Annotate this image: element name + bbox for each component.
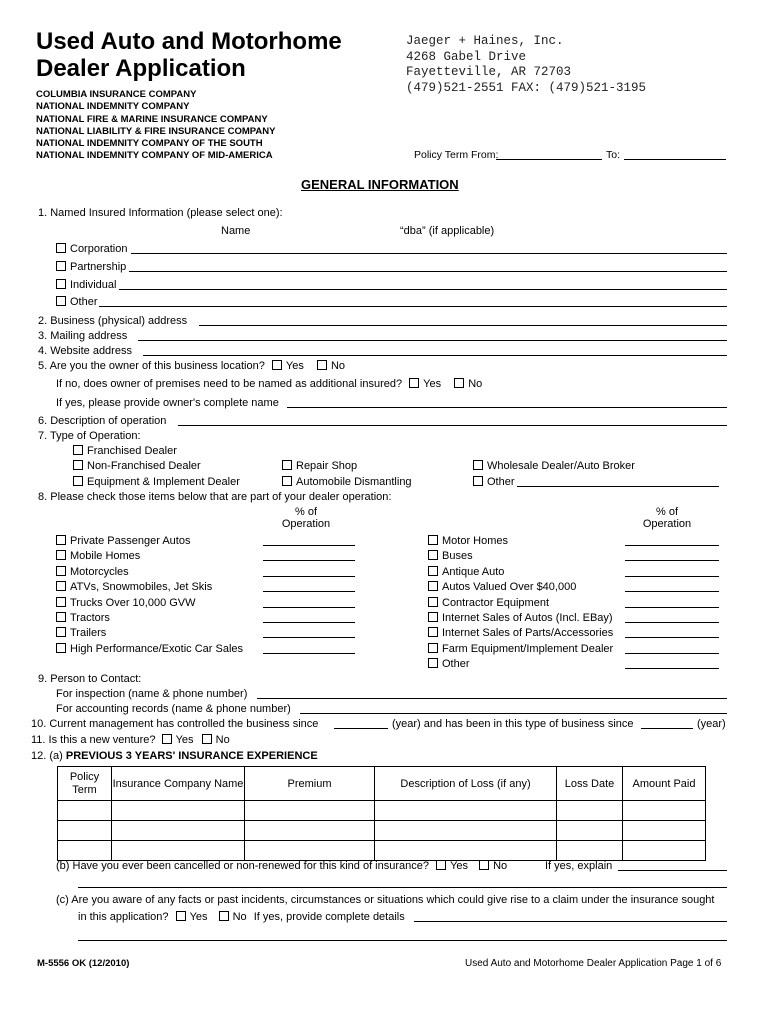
checkbox-icon — [73, 476, 83, 486]
company-list — [36, 89, 275, 163]
operation-item-checkbox[interactable]: Trucks Over 10,000 GVW — [56, 597, 196, 609]
operation-item-checkbox[interactable]: Antique Auto — [428, 566, 504, 578]
operation-percent-field[interactable] — [625, 637, 719, 638]
q10-label: 10. Current management has controlled the business since — [31, 718, 319, 730]
checkbox-icon — [428, 581, 438, 591]
operation-item-checkbox[interactable]: Trailers — [56, 627, 106, 639]
company-name: NATIONAL LIABILITY & FIRE INSURANCE COMPANY — [36, 125, 276, 137]
table-row[interactable] — [58, 841, 706, 861]
operation-percent-field[interactable] — [263, 637, 355, 638]
pct-header-left: % of Operation — [281, 506, 331, 530]
policy-term-to-label: To: — [606, 149, 621, 161]
inspection-contact-field[interactable] — [257, 698, 727, 699]
checkbox-icon — [56, 535, 66, 545]
checkbox-icon — [219, 911, 229, 921]
cancelled-no-checkbox[interactable]: No — [479, 860, 507, 872]
header-company-name: Insurance Company Name — [112, 767, 245, 801]
checkbox-icon — [56, 566, 66, 576]
operation-item-checkbox[interactable]: Contractor Equipment — [428, 597, 549, 609]
operation-percent-field[interactable] — [625, 576, 719, 577]
operation-item-checkbox[interactable]: Other — [428, 658, 470, 670]
company-name: NATIONAL FIRE & MARINE INSURANCE COMPANY — [36, 113, 268, 125]
operation-percent-field[interactable] — [625, 560, 719, 561]
header-premium: Premium — [245, 767, 375, 801]
checkbox-icon — [202, 734, 212, 744]
checkbox-icon — [56, 261, 66, 271]
operation-percent-field[interactable] — [263, 576, 355, 577]
checkbox-icon — [272, 360, 282, 370]
policy-term-to-field[interactable] — [624, 159, 726, 160]
form-title: Used Auto and Motorhome Dealer Application — [36, 28, 342, 82]
q1-label: 1. Named Insured Information (please select one): — [38, 207, 283, 219]
operation-item-checkbox[interactable]: Tractors — [56, 612, 110, 624]
checkbox-icon — [428, 597, 438, 607]
operation-percent-field[interactable] — [263, 560, 355, 561]
page-number: Used Auto and Motorhome Dealer Application Page 1 of 6 — [465, 958, 722, 969]
operation-item-checkbox[interactable]: Mobile Homes — [56, 550, 140, 562]
q5-owner-name-label: If yes, please provide owner's complete name — [56, 397, 279, 409]
operation-percent-field[interactable] — [263, 591, 355, 592]
partnership-checkbox[interactable]: Partnership — [56, 261, 126, 273]
corporation-name-field[interactable] — [131, 253, 727, 254]
q2-label: 2. Business (physical) address — [38, 315, 188, 327]
non-franchised-dealer-checkbox[interactable]: Non-Franchised Dealer — [73, 460, 201, 472]
operation-item-checkbox[interactable]: Internet Sales of Parts/Accessories — [428, 627, 613, 639]
table-row[interactable] — [58, 821, 706, 841]
mailing-address-field[interactable] — [138, 340, 727, 341]
policy-term-from-field[interactable] — [496, 159, 602, 160]
q10-middle: (year) and has been in this type of business since — [392, 718, 634, 730]
form-number: M-5556 OK (12/2010) — [37, 958, 130, 969]
owner-no-checkbox[interactable]: No — [317, 360, 345, 372]
claim-facts-no-checkbox[interactable]: No — [219, 911, 247, 923]
checkbox-icon — [73, 460, 83, 470]
q6-label: 6. Description of operation — [38, 415, 167, 427]
company-name: COLUMBIA INSURANCE COMPANY — [36, 89, 197, 100]
header-loss-date: Loss Date — [557, 767, 623, 801]
header-policy-term: Policy Term — [58, 767, 112, 801]
cancelled-explain-field-2[interactable] — [78, 887, 727, 888]
website-address-field[interactable] — [143, 355, 727, 356]
operation-percent-field[interactable] — [625, 545, 719, 546]
operation-item-checkbox[interactable]: Motor Homes — [428, 535, 508, 547]
operation-percent-field[interactable] — [625, 668, 719, 669]
business-since-year-field[interactable] — [641, 728, 693, 729]
inspection-contact-label: For inspection (name & phone number) — [56, 688, 248, 700]
q12b-explain-label: If yes, explain — [545, 860, 613, 872]
operation-percent-field[interactable] — [263, 653, 355, 654]
checkbox-icon — [73, 445, 83, 455]
individual-checkbox[interactable]: Individual — [56, 279, 116, 291]
operation-item-checkbox[interactable]: Private Passenger Autos — [56, 535, 190, 547]
claim-details-field[interactable] — [414, 921, 727, 922]
policy-term-from-label: Policy Term From: — [414, 149, 499, 161]
operation-item-checkbox[interactable]: Internet Sales of Autos (Incl. EBay) — [428, 612, 613, 624]
checkbox-icon — [428, 658, 438, 668]
checkbox-icon — [56, 550, 66, 560]
automobile-dismantling-checkbox[interactable]: Automobile Dismantling — [282, 476, 412, 488]
business-address-field[interactable] — [199, 325, 727, 326]
new-venture-no-checkbox[interactable]: No — [202, 734, 230, 746]
checkbox-icon — [56, 243, 66, 253]
operation-percent-field[interactable] — [625, 591, 719, 592]
checkbox-icon — [409, 378, 419, 388]
checkbox-icon — [428, 550, 438, 560]
repair-shop-checkbox[interactable]: Repair Shop — [282, 460, 357, 472]
q12b-label: (b) Have you ever been cancelled or non-renewed for this kind of insurance? Yes No — [56, 860, 508, 872]
q12c-line2: in this application? Yes No If yes, provide complete details — [78, 911, 405, 923]
company-name: NATIONAL INDEMNITY COMPANY OF THE SOUTH — [36, 138, 263, 150]
checkbox-icon — [473, 476, 483, 486]
insurance-experience-table — [57, 766, 706, 861]
checkbox-icon — [56, 612, 66, 622]
operation-item-checkbox[interactable]: ATVs, Snowmobiles, Jet Skis — [56, 581, 212, 593]
q5-additional-insured: If no, does owner of premises need to be named as additional insured? Yes No — [56, 378, 483, 390]
checkbox-icon — [317, 360, 327, 370]
operation-percent-field[interactable] — [625, 653, 719, 654]
wholesale-dealer-checkbox[interactable]: Wholesale Dealer/Auto Broker — [473, 460, 635, 472]
operation-item-checkbox[interactable]: Buses — [428, 550, 473, 562]
cancelled-explain-field[interactable] — [618, 870, 727, 871]
accounting-contact-label: For accounting records (name & phone number) — [56, 703, 291, 715]
checkbox-icon — [436, 860, 446, 870]
checkbox-icon — [56, 643, 66, 653]
checkbox-icon — [176, 911, 186, 921]
additional-insured-yes-checkbox[interactable]: Yes — [409, 378, 441, 390]
equipment-dealer-checkbox[interactable]: Equipment & Implement Dealer — [73, 476, 240, 488]
checkbox-icon — [162, 734, 172, 744]
q7-label: 7. Type of Operation: — [38, 430, 141, 442]
individual-name-field[interactable] — [119, 289, 727, 290]
description-of-operation-field[interactable] — [178, 425, 727, 426]
checkbox-icon — [428, 612, 438, 622]
claim-details-field-2[interactable] — [78, 940, 727, 941]
pct-header-right: % of Operation — [642, 506, 692, 530]
claim-facts-yes-checkbox[interactable]: Yes — [176, 911, 208, 923]
operation-percent-field[interactable] — [625, 607, 719, 608]
checkbox-icon — [56, 279, 66, 289]
franchised-dealer-checkbox[interactable]: Franchised Dealer — [73, 445, 177, 457]
table-header-row — [58, 767, 706, 801]
checkbox-icon — [454, 378, 464, 388]
q4-label: 4. Website address — [38, 345, 132, 357]
operation-percent-field[interactable] — [625, 622, 719, 623]
other-operation-checkbox[interactable]: Other — [473, 476, 515, 488]
operation-item-checkbox[interactable]: Autos Valued Over $40,000 — [428, 581, 576, 593]
owner-yes-checkbox[interactable]: Yes — [272, 360, 304, 372]
checkbox-icon — [428, 643, 438, 653]
checkbox-icon — [282, 460, 292, 470]
checkbox-icon — [428, 535, 438, 545]
header-amount-paid: Amount Paid — [623, 767, 706, 801]
q1-dba-header: “dba” (if applicable) — [400, 225, 495, 237]
q5-label: 5. Are you the owner of this business location? Yes No — [38, 360, 345, 372]
checkbox-icon — [479, 860, 489, 870]
q9-label: 9. Person to Contact: — [38, 673, 142, 685]
cancelled-yes-checkbox[interactable]: Yes — [436, 860, 468, 872]
q3-label: 3. Mailing address — [38, 330, 128, 342]
partnership-name-field[interactable] — [129, 271, 727, 272]
checkbox-icon — [282, 476, 292, 486]
q1-name-header: Name — [221, 225, 251, 237]
new-venture-yes-checkbox[interactable]: Yes — [162, 734, 194, 746]
q12c-label: (c) Are you aware of any facts or past incidents, circumstances or situations which could give rise to a claim under the insurance sought — [56, 894, 715, 906]
owner-name-field[interactable] — [287, 407, 727, 408]
other-insured-name-field[interactable] — [99, 306, 727, 307]
operation-item-checkbox[interactable]: Farm Equipment/Implement Dealer — [428, 643, 613, 655]
management-since-year-field[interactable] — [334, 728, 388, 729]
checkbox-icon — [428, 566, 438, 576]
checkbox-icon — [56, 581, 66, 591]
operation-percent-field[interactable] — [263, 622, 355, 623]
q8-label: 8. Please check those items below that are part of your dealer operation: — [38, 491, 392, 503]
other-insured-checkbox[interactable]: Other — [56, 296, 98, 308]
accounting-contact-field[interactable] — [300, 713, 727, 714]
checkbox-icon — [56, 597, 66, 607]
checkbox-icon — [473, 460, 483, 470]
company-name: NATIONAL INDEMNITY COMPANY — [36, 101, 190, 113]
table-row[interactable] — [58, 801, 706, 821]
operation-percent-field[interactable] — [263, 607, 355, 608]
other-operation-field[interactable] — [517, 486, 719, 487]
checkbox-icon — [428, 627, 438, 637]
q10-year-end: (year) — [697, 718, 726, 730]
company-name: NATIONAL INDEMNITY COMPANY OF MID-AMERICA — [36, 150, 273, 162]
q11-label: 11. Is this a new venture? Yes No — [31, 734, 230, 746]
checkbox-icon — [56, 627, 66, 637]
agent-address: Jaeger + Haines, Inc. 4268 Gabel Drive Fayetteville, AR 72703 (479)521-2551 FAX: (479)521-3195 — [406, 34, 647, 95]
additional-insured-no-checkbox[interactable]: No — [454, 378, 482, 390]
header-loss-description: Description of Loss (if any) — [375, 767, 557, 801]
checkbox-icon — [56, 296, 66, 306]
corporation-checkbox[interactable]: Corporation — [56, 243, 127, 255]
section-title: GENERAL INFORMATION — [301, 177, 459, 192]
q12-label: 12. (a) PREVIOUS 3 YEARS' INSURANCE EXPERIENCE — [31, 750, 318, 762]
operation-percent-field[interactable] — [263, 545, 355, 546]
operation-item-checkbox[interactable]: Motorcycles — [56, 566, 129, 578]
operation-item-checkbox[interactable]: High Performance/Exotic Car Sales — [56, 643, 243, 655]
